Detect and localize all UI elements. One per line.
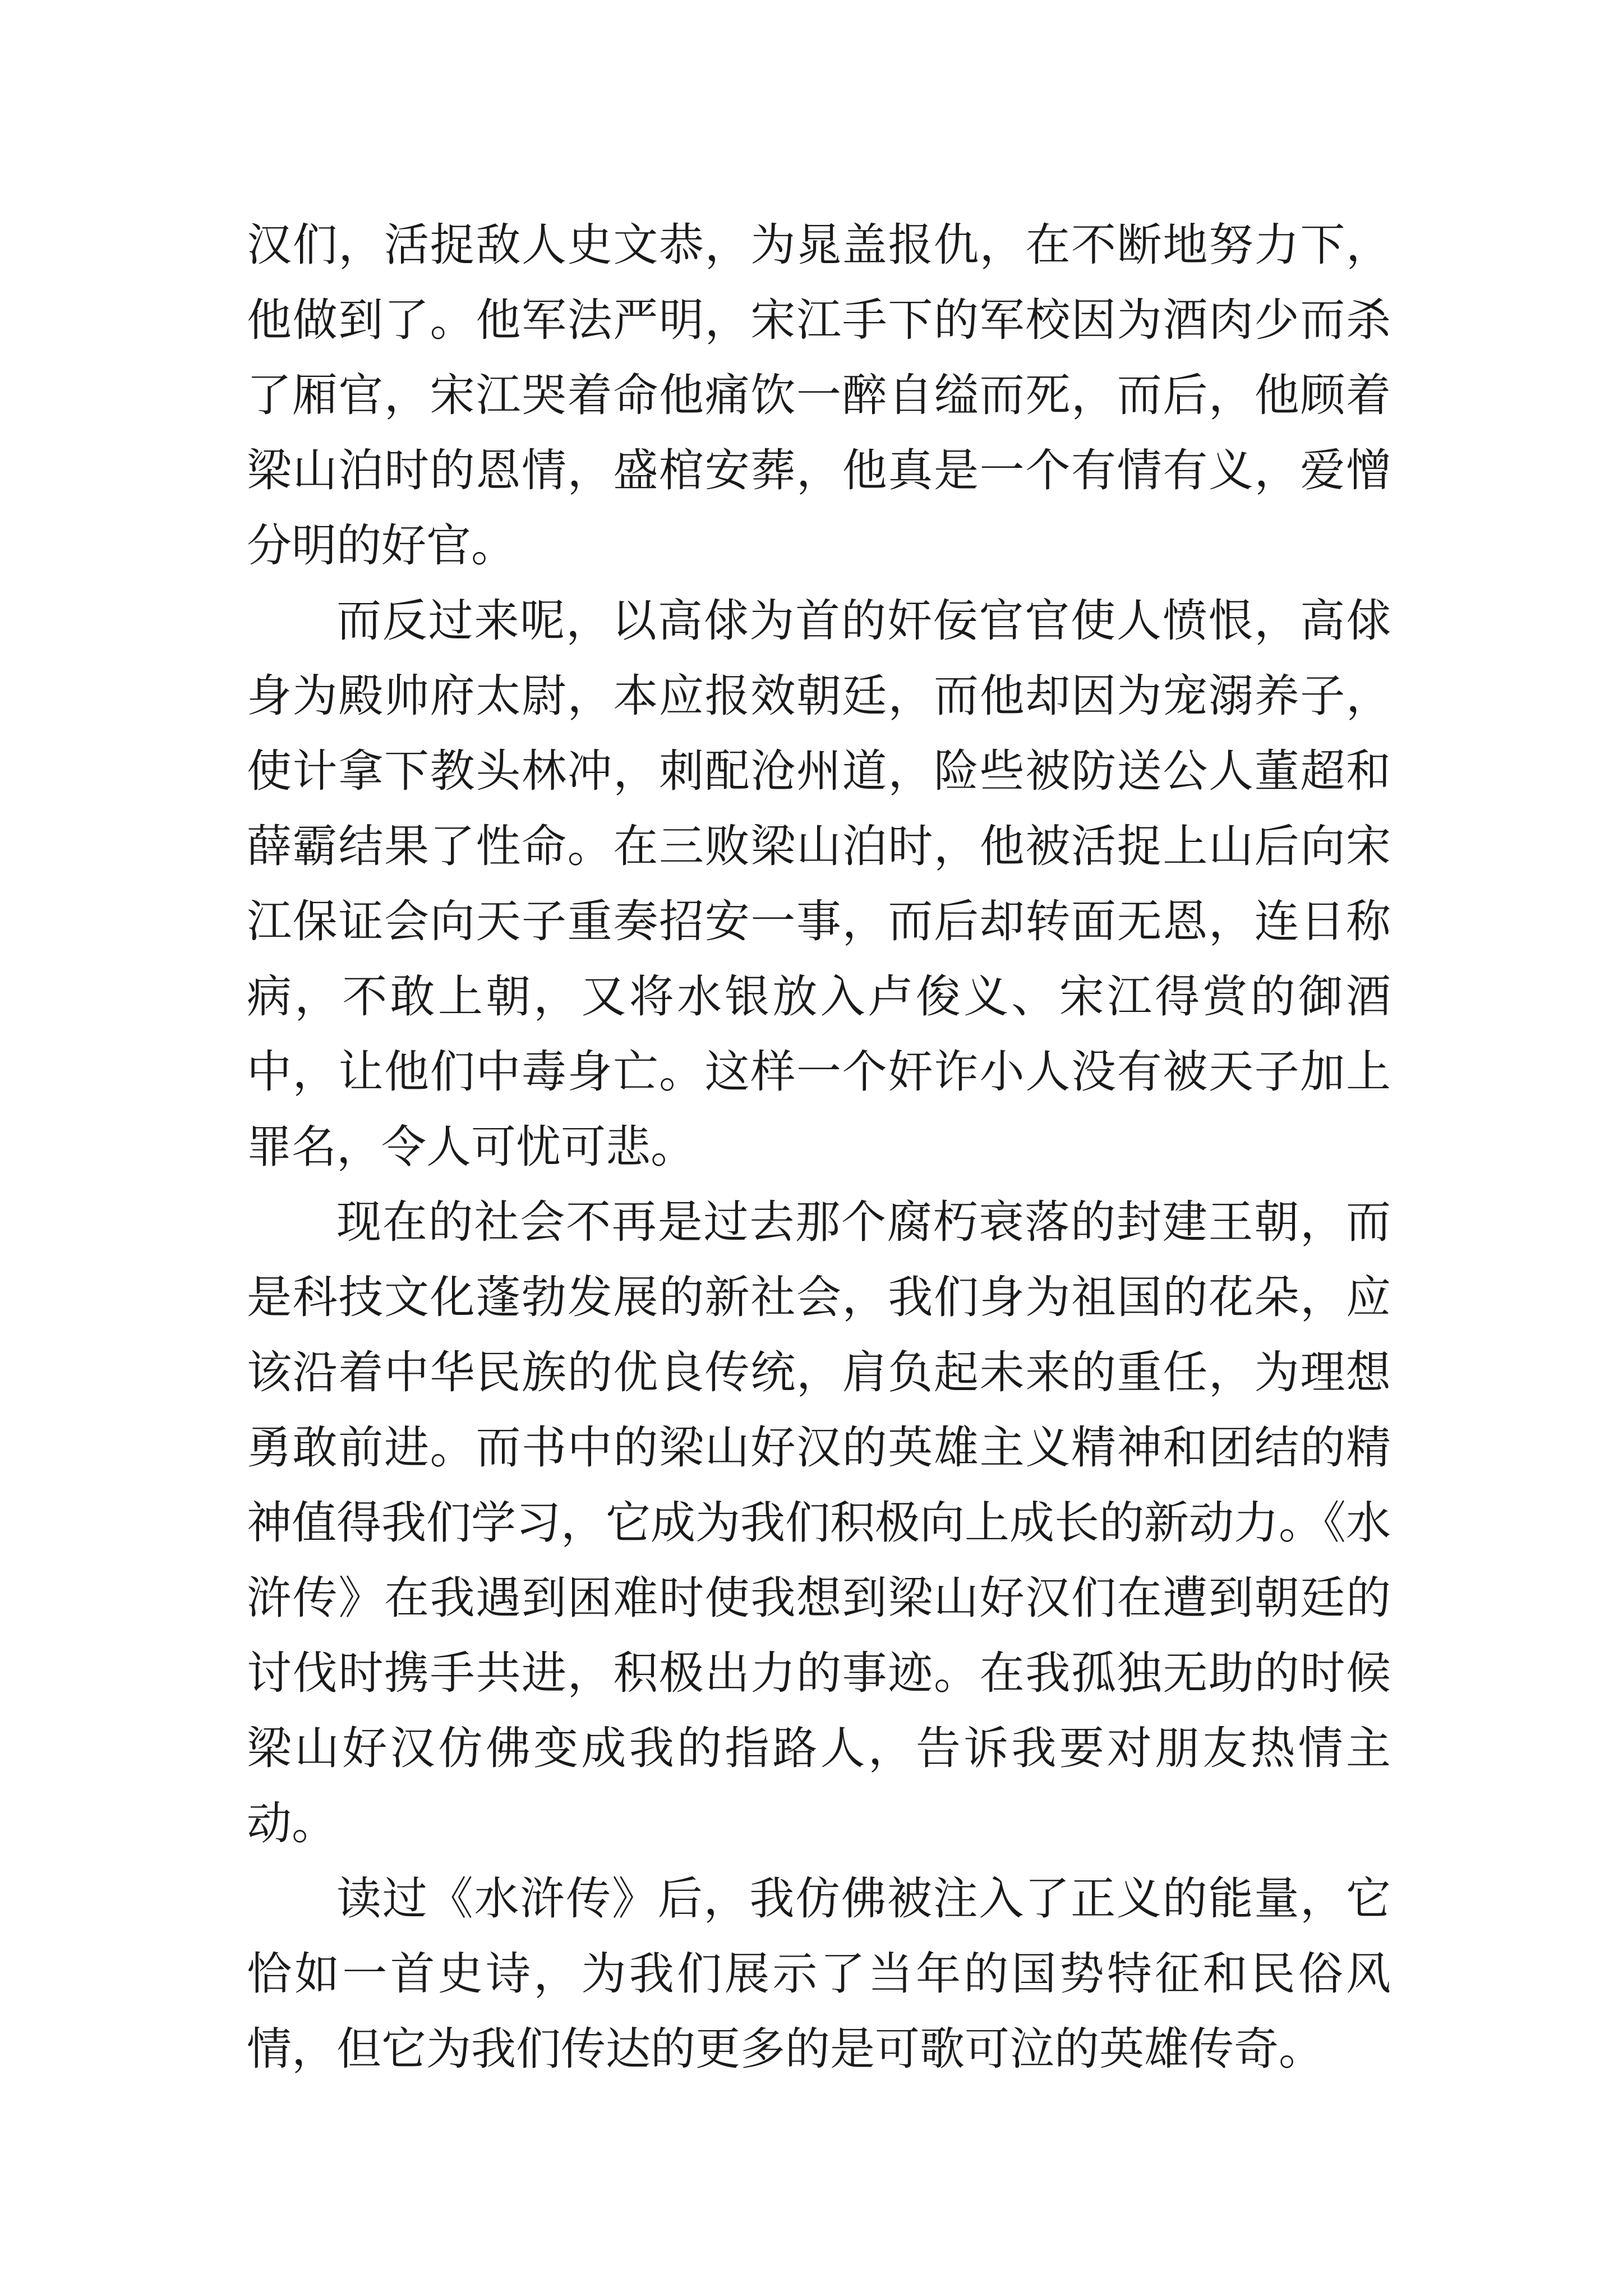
paragraph-4: 读过《水浒传》后，我仿佛被注入了正义的能量，它恰如一首史诗，为我们展示了当年的国势特征和民俗风情，但它为我们传达的更多的是可歌可泣的英雄传奇。 [247, 1872, 1391, 2075]
paragraph-2: 而反过来呢，以高俅为首的奸佞官官使人愤恨，高俅身为殿帅府太尉，本应报效朝廷，而他却因为宠溺养子，使计拿下教头林冲，刺配沧州道，险些被防送公人董超和薛霸结果了性命。在三败梁山泊时，他被活捉上山后向宋江保证会向天子重奏招安一事，而后却转面无恩，连日称病，不敢上朝，又将水银放入卢俊义、宋江得赏的御酒中，让他们中毒身亡。这样一个奸诈小人没有被天子加上罪名，令人可忧可悲。 [247, 595, 1391, 1173]
paragraph-1: 汉们，活捉敌人史文恭，为晁盖报仇，在不断地努力下，他做到了。他军法严明，宋江手下的军校因为酒肉少而杀了厢官，宋江哭着命他痛饮一醉自缢而死，而后，他顾着梁山泊时的恩情，盛棺安葬，他真是一个有情有义，爱憎分明的好官。 [247, 219, 1391, 572]
paragraph-3: 现在的社会不再是过去那个腐朽衰落的封建王朝，而是科技文化蓬勃发展的新社会，我们身为祖国的花朵，应该沿着中华民族的优良传统，肩负起未来的重任，为理想勇敢前进。而书中的梁山好汉的英雄主义精神和团结的精神值得我们学习，它成为我们积极向上成长的新动力。《水浒传》在我遇到困难时使我想到梁山好汉们在遭到朝廷的讨伐时携手共进，积极出力的事迹。在我孤独无助的时候梁山好汉仿佛变成我的指路人，告诉我要对朋友热情主动。 [247, 1196, 1391, 1849]
document-body [247, 208, 1391, 2087]
